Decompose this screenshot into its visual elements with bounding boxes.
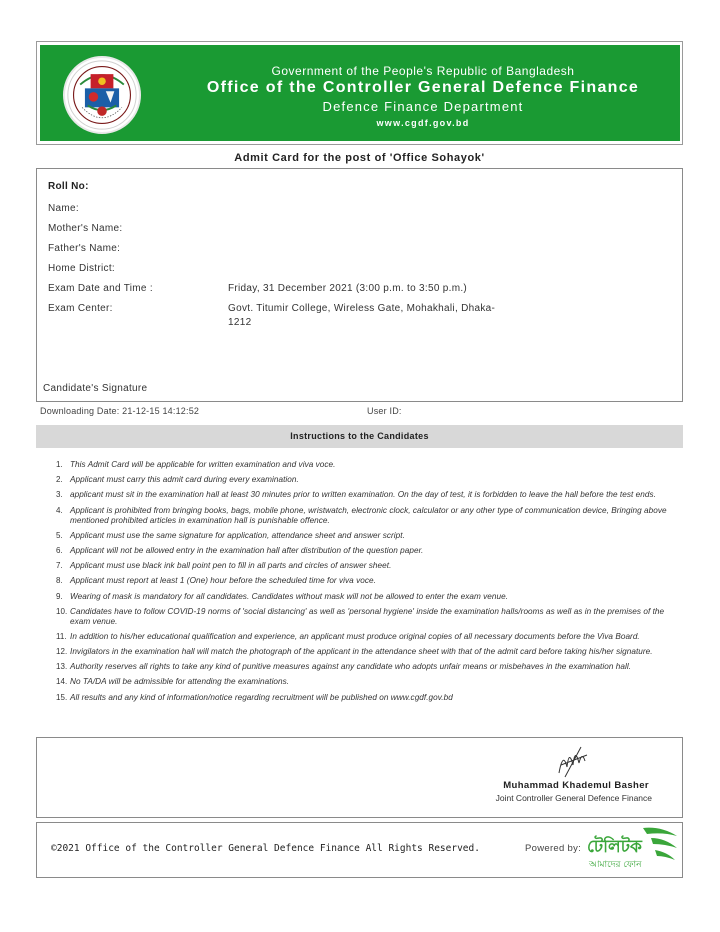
instruction-item: 5. Applicant must use the same signature for application, attendance sheet and answer script.: [56, 530, 405, 540]
government-line: Government of the People's Republic of Bangladesh: [271, 64, 575, 78]
signer-title: Joint Controller General Defence Finance: [495, 793, 652, 803]
instruction-item: 9. Wearing of mask is mandatory for all candidates. Candidates without mask will not be allowed to enter the exam venue.: [56, 591, 509, 601]
powered-by-label: Powered by:: [525, 843, 582, 854]
teletalk-logo: [585, 826, 681, 872]
exam-date-time-value: Friday, 31 December 2021 (3:00 p.m. to 3:50 p.m.): [228, 283, 468, 294]
instructions-title: Instructions to the Candidates: [290, 431, 429, 441]
signer-name: Muhammad Khademul Basher: [503, 780, 649, 791]
candidate-signature-label: Candidate's Signature: [43, 383, 148, 394]
mothers-name-label: Mother's Name:: [48, 223, 123, 234]
handwritten-signature: [555, 743, 591, 779]
svg-text:টেলিটক: টেলিটক: [587, 837, 642, 857]
instruction-item: 14. No TA/DA will be admissible for attending the examinations.: [56, 677, 290, 687]
instruction-item: 3. applicant must sit in the examination hall at least 30 minutes prior to written examination. On the day of test, it is forbidden to leave the hall before the test ends.: [56, 490, 656, 500]
user-id-label: User ID:: [367, 406, 402, 416]
copyright-text: ©2021 Office of the Controller General Defence Finance All Rights Reserved.: [51, 843, 480, 854]
downloading-date: Downloading Date: 21-12-15 14:12:52: [40, 406, 200, 416]
instruction-item: 2. Applicant must carry this admit card during every examination.: [56, 475, 299, 485]
name-label: Name:: [48, 203, 79, 214]
exam-date-time-label: Exam Date and Time :: [48, 283, 153, 294]
svg-text:আমাদের ফোন: আমাদের ফোন: [589, 860, 642, 870]
fathers-name-label: Father's Name:: [48, 243, 121, 254]
office-title: Office of the Controller General Defence Finance: [206, 79, 640, 96]
instructions-list: [44, 460, 684, 708]
department-line: Defence Finance Department: [322, 99, 524, 114]
instruction-item: 6. Applicant will not be allowed entry in the examination hall after distribution of the question paper.: [56, 545, 424, 555]
instruction-item: 11. In addition to his/her educational qualification and experience, an applicant must produce original copies of all necessary documents before the Viva Board.: [56, 631, 640, 641]
instruction-item: 15. All results and any kind of information/notice regarding recruitment will be published on www.cgdf.gov.bd: [56, 692, 453, 702]
exam-center-label: Exam Center:: [48, 303, 113, 314]
instruction-item: 10. Candidates have to follow COVID-19 norms of 'social distancing' as well as 'personal hygiene' inside the examination halls/rooms as well as in the premises of the exam venue.: [56, 606, 665, 626]
instruction-item: 7. Applicant must use black ink ball point pen to fill in all parts and circles of answer sheet.: [56, 561, 392, 571]
instruction-item: 8. Applicant must report at least 1 (One) hour before the scheduled time for viva voce.: [56, 576, 376, 586]
website-link[interactable]: www.cgdf.gov.bd: [376, 118, 470, 128]
instruction-item: 4. Applicant is prohibited from bringing books, bags, mobile phone, wristwatch, electronic clock, calculator or any other type of communication device, Bringing above mentioned prohibited articles in examination hall is punishable offence.: [56, 505, 667, 525]
exam-center-value: Govt. Titumir College, Wireless Gate, Mohakhali, Dhaka-1212: [228, 303, 496, 328]
cgdf-emblem-logo: [63, 56, 141, 134]
instruction-item: 13. Authority reserves all rights to take any kind of punitive measures against any candidate who adopts unfair means or misbehaves in the examination hall.: [56, 662, 632, 672]
instruction-item: 1. This Admit Card will be applicable for written examination and viva voce.: [56, 460, 336, 469]
home-district-label: Home District:: [48, 263, 115, 274]
roll-no-label: Roll No:: [48, 181, 89, 192]
admit-card-title: Admit Card for the post of 'Office Sohayok': [234, 152, 485, 164]
instruction-item: 12. Invigilators in the examination hall will match the photograph of the applicant in the attendance sheet with that of the admit card before taking his/her signature.: [56, 647, 653, 657]
